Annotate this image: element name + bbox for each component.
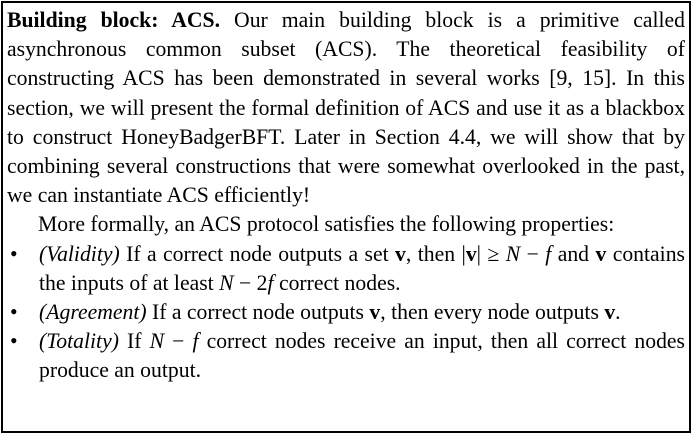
property-text: correct nodes receive an input, then all correct nodes produce an output. <box>39 329 685 383</box>
math-symbol: v <box>395 241 406 266</box>
math-symbol: f <box>267 270 274 295</box>
property-validity <box>7 240 685 298</box>
lead-sentence: More formally, an ACS protocol satisfies the following properties: <box>38 212 615 237</box>
intro-paragraph <box>7 6 685 210</box>
property-text: and <box>551 241 596 266</box>
intro-text: Our main building block is a primitive called asynchronous common subset (ACS). The theoretical feasibility of constructing ACS has been demonstrated in several works [9, 15]. In this section, we will present the formal definition of ACS and use it as a blackbox to construct HoneyBadgerBFT. Later in Section 4.4, we will show that by combining several constructions that were somewhat overlooked in the past, we can instantiate ACS efficiently! <box>7 8 685 208</box>
math-symbol: v <box>465 241 477 266</box>
bullet-icon: • <box>10 300 18 325</box>
property-text: − <box>164 329 193 354</box>
paper-excerpt <box>7 6 685 386</box>
property-agreement <box>7 298 685 327</box>
property-name: (Validity) <box>39 241 120 266</box>
property-text: , then | <box>405 241 466 266</box>
property-totality <box>7 327 685 385</box>
property-text: − 2 <box>233 270 268 295</box>
property-list <box>7 240 685 386</box>
property-name: (Agreement) <box>39 300 147 325</box>
text-frame <box>1 1 691 433</box>
math-symbol: v <box>369 300 381 325</box>
math-symbol: N <box>219 270 234 295</box>
property-text: If <box>118 329 150 354</box>
property-name: (Totality) <box>39 329 119 354</box>
property-text: . <box>615 300 621 325</box>
math-symbol: v <box>604 300 616 325</box>
math-symbol: N <box>149 329 165 354</box>
property-text: , then every node outputs <box>380 300 605 325</box>
math-symbol: v <box>595 241 607 266</box>
property-text: correct nodes. <box>273 270 401 295</box>
property-text: contains the inputs of at least <box>39 241 685 295</box>
property-text: If a correct node outputs a set <box>119 241 396 266</box>
bullet-icon: • <box>10 329 18 354</box>
property-text: − <box>520 241 546 266</box>
math-symbol: f <box>545 241 552 266</box>
property-text: If a correct node outputs <box>146 300 370 325</box>
property-text: | ≥ <box>476 241 506 266</box>
section-heading: Building block: ACS. <box>7 8 221 32</box>
math-symbol: f <box>192 329 199 354</box>
math-symbol: N <box>505 241 521 266</box>
bullet-icon: • <box>10 241 18 266</box>
